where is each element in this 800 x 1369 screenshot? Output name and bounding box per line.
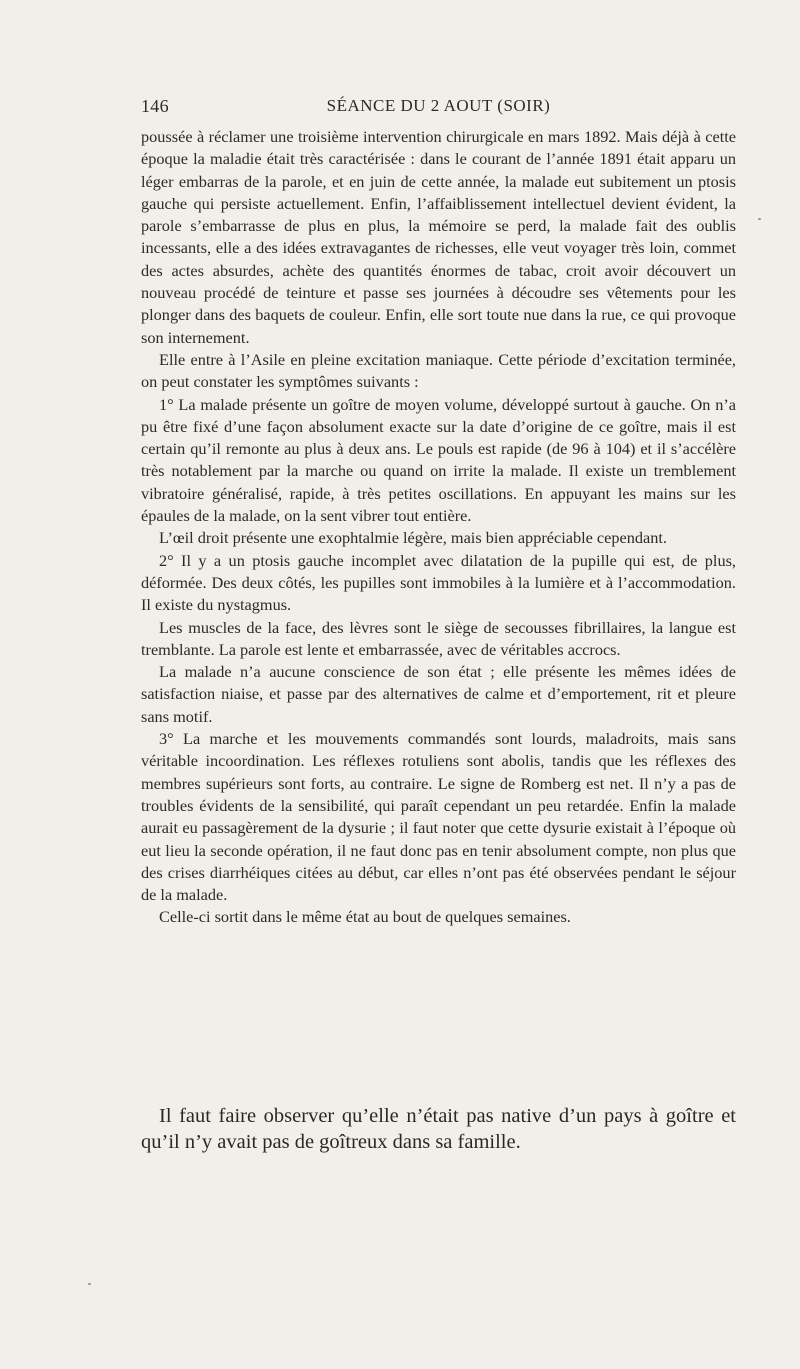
page-header xyxy=(141,96,736,122)
paragraph-consciousness: La malade n’a aucune conscience de son état ; elle présente les mêmes idées de satisfaction niaise, et passe par des alternatives de calme et d’emportement, rit et pleure sans motif. xyxy=(141,662,736,726)
paragraph-facial-muscles: Les muscles de la face, des lèvres sont le siège de secousses fibrillaires, la langue est tremblante. La parole est lente et embarrassée, avec de véritables accrocs. xyxy=(141,617,736,659)
body-text xyxy=(141,126,736,929)
handwritten-style-note xyxy=(141,1103,736,1155)
paragraph-exophthalmia: L’œil droit présente une exophtalmie légère, mais bien appréciable cependant. xyxy=(159,528,667,548)
paragraph-asylum-entry: Elle entre à l’Asile en pleine excitation maniaque. Cette période d’excitation terminée, on peut constater les symptômes suivants : xyxy=(141,349,736,392)
paragraph-discharge: Celle-ci sortit dans le même état au bout de quelques semaines. xyxy=(159,907,571,927)
paragraph-symptom-ptosis: 2° Il y a un ptosis gauche incomplet avec dilatation de la pupille qui est, de plus, déformée. Des deux côtés, les pupilles sont immobiles à la lumière et à l’accommodation. Il existe du nystagmus. xyxy=(141,550,736,615)
running-title: SÉANCE DU 2 AOUT (SOIR) xyxy=(326,96,551,115)
paper-speck xyxy=(88,1283,91,1285)
note-paragraph: Il faut faire observer qu’elle n’était pas native d’un pays à goître et qu’il n’y avait pas de goîtreux dans sa famille. xyxy=(141,1105,736,1153)
paper-speck xyxy=(758,218,761,220)
page-number: 146 xyxy=(141,96,169,116)
paragraph-symptom-gait: 3° La marche et les mouvements commandés sont lourds, maladroits, mais sans véritable incoordination. Les réflexes rotuliens sont abolis, tandis que les réflexes des membres supérieurs sont forts, au contraire. Le signe de Romberg est net. Il n’y a pas de troubles évidents de la sensibilité, qui paraît cependant un peu retardée. Enfin la malade aurait eu passagèrement de la dysurie ; il faut noter que cette dysurie existait à l’époque où eut lieu la seconde opération, il ne faut donc pas en tenir absolument compte, non plus que des crises diarrhéiques citées au début, car elles n’ont pas été observées pendant le séjour de la malade. xyxy=(141,729,736,905)
paragraph-continuation: poussée à réclamer une troisième intervention chirurgicale en mars 1892. Mais déjà à cette époque la maladie était très caractérisée : dans le courant de l’année 1891 était apparu un léger embarras de la parole, et en juin de cette année, la malade eut subitement un ptosis gauche qui persiste actuellement. Enfin, l’affaiblissement intellectuel devient évident, la parole s’embarrasse de plus en plus, la mémoire se perd, la malade fait des oublis incessants, elle a des idées extravagantes de richesses, elle veut voyager très loin, commet des actes absurdes, achète des quantités énormes de tabac, croit avoir découvert un nouveau procédé de teinture et passe ses journées à découdre ses vêtements pour les plonger dans des baquets de couleur. Enfin, elle sort toute nue dans la rue, ce qui provoque son internement. xyxy=(141,127,736,347)
paragraph-symptom-goitre: 1° La malade présente un goître de moyen volume, développé surtout à gauche. On n’a pu être fixé d’une façon absolument exacte sur la date d’origine de ce goître, mais il est certain qu’il remonte au plus à deux ans. Le pouls est rapide (de 96 à 104) et il s’accélère très notablement par la marche ou quand on irrite la malade. Il existe un tremblement vibratoire généralisé, rapide, à très petites oscillations. En appuyant les mains sur les épaules de la malade, on la sent vibrer tout entière. xyxy=(141,394,736,526)
